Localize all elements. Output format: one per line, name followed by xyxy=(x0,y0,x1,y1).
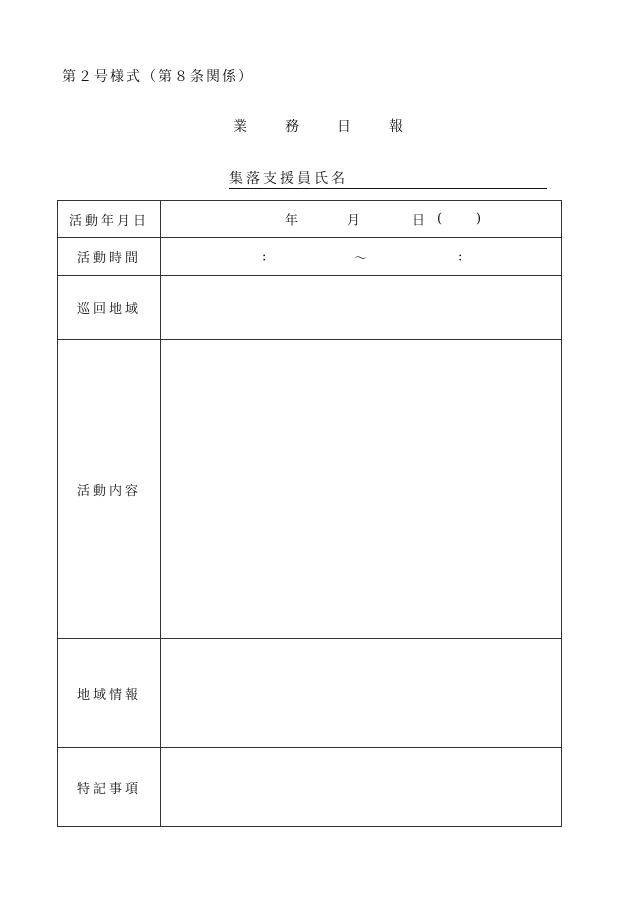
time-tilde: 〜 xyxy=(354,251,368,266)
table-row xyxy=(58,748,562,827)
content-label: 活動内容 xyxy=(58,340,161,639)
time-end-colon: : xyxy=(458,249,463,264)
time-label: 活動時間 xyxy=(58,238,161,276)
info-label: 地域情報 xyxy=(58,639,161,748)
document-title xyxy=(233,116,403,136)
report-table xyxy=(57,200,562,827)
title-char: 業 xyxy=(233,119,247,135)
table-row xyxy=(58,201,562,238)
area-label: 巡回地域 xyxy=(58,276,161,340)
date-year-unit: 年 xyxy=(285,213,299,229)
info-field[interactable] xyxy=(161,639,562,748)
notes-field[interactable] xyxy=(161,748,562,827)
table-row xyxy=(58,340,562,639)
date-month-unit: 月 xyxy=(347,213,361,229)
title-char: 務 xyxy=(285,119,299,135)
time-start-colon: : xyxy=(262,249,267,264)
date-field[interactable] xyxy=(161,201,562,238)
date-day-unit: 日 xyxy=(412,213,426,229)
table-row xyxy=(58,238,562,276)
notes-label: 特記事項 xyxy=(58,748,161,827)
weekday-paren-open: ( xyxy=(437,211,443,227)
title-char: 日 xyxy=(337,119,351,135)
table-row xyxy=(58,639,562,748)
form-number: 第２号様式（第８条関係） xyxy=(62,69,254,85)
time-field[interactable] xyxy=(161,238,562,276)
area-field[interactable] xyxy=(161,276,562,340)
weekday-paren-close: ) xyxy=(476,211,482,227)
table-row xyxy=(58,276,562,340)
date-label: 活動年月日 xyxy=(58,201,161,238)
title-char: 報 xyxy=(389,119,403,135)
member-name-label: 集落支援員氏名 xyxy=(229,171,348,187)
content-field[interactable] xyxy=(161,340,562,639)
member-name-field[interactable] xyxy=(229,171,547,189)
